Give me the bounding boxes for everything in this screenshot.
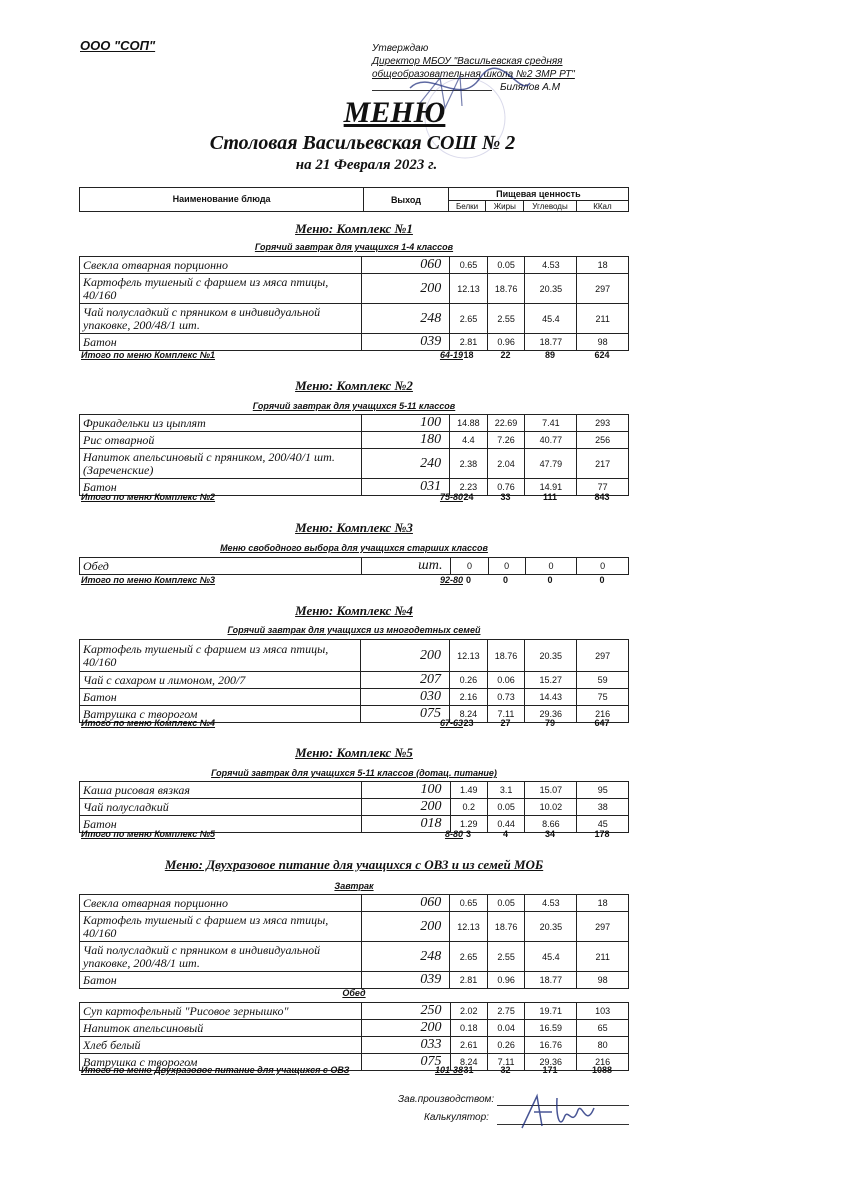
total-fat: 4 bbox=[502, 829, 508, 839]
dish-row bbox=[80, 334, 629, 351]
dish-output: 200 bbox=[361, 274, 449, 304]
dish-kcal: 216 bbox=[577, 706, 629, 723]
dish-carbs: 14.91 bbox=[525, 479, 577, 496]
dish-row bbox=[80, 942, 629, 972]
dish-protein: 12.13 bbox=[450, 274, 488, 304]
section-group-c4: Горячий завтрак для учащихся из многодетных семей bbox=[227, 625, 481, 635]
dish-output: 200 bbox=[361, 799, 450, 816]
calculator-signature bbox=[512, 1088, 602, 1138]
total-price: 64-19 bbox=[439, 350, 463, 360]
dish-fat: 18.76 bbox=[487, 274, 525, 304]
dish-kcal: 18 bbox=[577, 895, 629, 912]
dish-carbs: 18.77 bbox=[525, 334, 577, 351]
dish-output: 031 bbox=[361, 479, 449, 496]
total-kcal: 624 bbox=[594, 350, 610, 360]
dish-protein: 8.24 bbox=[450, 706, 488, 723]
dish-row bbox=[80, 1003, 629, 1020]
dish-kcal: 297 bbox=[577, 640, 629, 672]
approval-line-4: Билялов А.М bbox=[500, 82, 561, 93]
dish-fat: 7.26 bbox=[487, 432, 525, 449]
menu-table bbox=[79, 894, 629, 989]
dish-protein: 12.13 bbox=[450, 912, 488, 942]
dish-carbs: 20.35 bbox=[525, 912, 577, 942]
dish-name: Напиток апельсиновый с пряником, 200/40/1 шт. (Зареченские) bbox=[80, 449, 362, 479]
dish-name: Чай с сахаром и лимоном, 200/7 bbox=[80, 672, 361, 689]
menu-date: на 21 Февраля 2023 г. bbox=[295, 157, 438, 173]
section-group-c2: Горячий завтрак для учащихся 5-11 классов bbox=[252, 401, 456, 411]
menu-table bbox=[79, 639, 629, 723]
dish-protein: 2.61 bbox=[450, 1037, 487, 1054]
dish-protein: 2.38 bbox=[450, 449, 488, 479]
dish-protein: 0.65 bbox=[450, 257, 488, 274]
dish-name: Рис отварной bbox=[80, 432, 362, 449]
dish-kcal: 297 bbox=[577, 274, 629, 304]
col-fat-header: Жиры bbox=[486, 201, 524, 212]
dish-output: 250 bbox=[362, 1003, 450, 1020]
dish-fat: 18.76 bbox=[487, 912, 525, 942]
organization-name: ООО "СОП" bbox=[80, 38, 156, 53]
dish-output: 200 bbox=[362, 1020, 450, 1037]
dish-output: 248 bbox=[361, 304, 449, 334]
dish-name: Ватрушка с творогом bbox=[80, 1054, 362, 1071]
dish-protein: 0.2 bbox=[450, 799, 487, 816]
dish-protein: 0.18 bbox=[450, 1020, 487, 1037]
menu-table bbox=[79, 1002, 629, 1071]
dish-fat: 0.05 bbox=[487, 895, 525, 912]
dish-output: 039 bbox=[361, 972, 449, 989]
dish-output: 248 bbox=[361, 942, 449, 972]
dish-carbs: 20.35 bbox=[525, 274, 577, 304]
section-title-c2: Меню: Комплекс №2 bbox=[295, 378, 413, 393]
dish-fat: 0.44 bbox=[487, 816, 524, 833]
dish-carbs: 40.77 bbox=[525, 432, 577, 449]
dish-name: Свекла отварная порционно bbox=[80, 257, 362, 274]
dish-output: 200 bbox=[361, 640, 450, 672]
dish-kcal: 75 bbox=[577, 689, 629, 706]
dish-name: Картофель тушеный с фаршем из мяса птицы, 40/160 bbox=[80, 274, 362, 304]
dish-carbs: 16.59 bbox=[525, 1020, 577, 1037]
col-kcal-header: ККал bbox=[576, 201, 628, 212]
dish-kcal: 98 bbox=[577, 972, 629, 989]
dish-carbs: 47.79 bbox=[525, 449, 577, 479]
section-title-c4: Меню: Комплекс №4 bbox=[295, 603, 413, 618]
dish-row bbox=[80, 1037, 629, 1054]
total-carbs: 34 bbox=[544, 829, 555, 839]
dish-protein: 14.88 bbox=[450, 415, 488, 432]
dish-output: 240 bbox=[361, 449, 449, 479]
dish-protein: 1.29 bbox=[450, 816, 487, 833]
dish-row bbox=[80, 432, 629, 449]
dish-row bbox=[80, 895, 629, 912]
dish-carbs: 10.02 bbox=[525, 799, 577, 816]
dish-kcal: 211 bbox=[577, 942, 629, 972]
dish-carbs: 4.53 bbox=[525, 257, 577, 274]
dish-fat: 0.96 bbox=[487, 334, 525, 351]
dish-row bbox=[80, 304, 629, 334]
dish-fat: 0.26 bbox=[487, 1037, 524, 1054]
menu-table bbox=[79, 414, 629, 496]
dish-name: Чай полусладкий bbox=[80, 799, 362, 816]
dish-name: Фрикадельки из цыплят bbox=[80, 415, 362, 432]
dish-row bbox=[80, 415, 629, 432]
total-protein: 24 bbox=[463, 492, 474, 502]
col-protein-header: Белки bbox=[448, 201, 486, 212]
dish-kcal: 297 bbox=[577, 912, 629, 942]
dish-name: Хлеб белый bbox=[80, 1037, 362, 1054]
dish-protein: 2.02 bbox=[450, 1003, 487, 1020]
dish-output: 207 bbox=[361, 672, 450, 689]
col-carbs-header: Углеводы bbox=[524, 201, 577, 212]
dish-kcal: 65 bbox=[577, 1020, 629, 1037]
dish-kcal: 0 bbox=[577, 558, 629, 575]
dish-row bbox=[80, 672, 629, 689]
dish-protein: 1.49 bbox=[450, 782, 487, 799]
dish-carbs: 14.43 bbox=[525, 689, 577, 706]
dish-protein: 0.26 bbox=[450, 672, 488, 689]
dish-protein: 2.81 bbox=[450, 972, 488, 989]
dish-protein: 2.81 bbox=[450, 334, 488, 351]
dish-carbs: 7.41 bbox=[525, 415, 577, 432]
dish-name: Батон bbox=[80, 689, 361, 706]
dish-fat: 2.55 bbox=[487, 942, 525, 972]
dish-kcal: 95 bbox=[577, 782, 629, 799]
dish-kcal: 77 bbox=[577, 479, 629, 496]
dish-kcal: 18 bbox=[577, 257, 629, 274]
dish-name: Батон bbox=[80, 479, 362, 496]
dish-kcal: 217 bbox=[577, 449, 629, 479]
dish-fat: 2.75 bbox=[487, 1003, 524, 1020]
dish-name: Картофель тушеный с фаршем из мяса птицы, 40/160 bbox=[80, 912, 362, 942]
calculator-label: Калькулятор: bbox=[424, 1112, 489, 1123]
dish-protein: 4.4 bbox=[450, 432, 488, 449]
dish-name: Суп картофельный "Рисовое зернышко" bbox=[80, 1003, 362, 1020]
dish-row bbox=[80, 972, 629, 989]
dish-output: 060 bbox=[361, 895, 449, 912]
dish-carbs: 20.35 bbox=[525, 640, 577, 672]
dish-name: Батон bbox=[80, 334, 362, 351]
dish-kcal: 216 bbox=[577, 1054, 629, 1071]
col-name-header: Наименование блюда bbox=[80, 188, 364, 212]
total-label: Итого по меню Комплекс №2 bbox=[81, 492, 216, 502]
dish-protein: 0.65 bbox=[450, 895, 488, 912]
menu-table bbox=[79, 557, 629, 575]
section-title-c5: Меню: Комплекс №5 bbox=[295, 745, 413, 760]
total-label: Итого по меню Двухразовое питание для учащихся с ОВЗ bbox=[81, 1065, 350, 1075]
dish-output: 033 bbox=[362, 1037, 450, 1054]
total-label: Итого по меню Комплекс №4 bbox=[81, 718, 216, 728]
dish-carbs: 19.71 bbox=[525, 1003, 577, 1020]
chef-label: Зав.производством: bbox=[398, 1094, 495, 1105]
dish-fat: 0.73 bbox=[487, 689, 525, 706]
dish-kcal: 38 bbox=[577, 799, 629, 816]
dish-carbs: 0 bbox=[525, 558, 577, 575]
dish-row bbox=[80, 799, 629, 816]
dish-protein: 2.65 bbox=[450, 942, 488, 972]
section-group-c3: Меню свободного выбора для учащихся старших классов bbox=[220, 543, 488, 553]
dish-kcal: 256 bbox=[577, 432, 629, 449]
dish-fat: 0.76 bbox=[487, 479, 525, 496]
dish-carbs: 15.27 bbox=[525, 672, 577, 689]
dish-output: 100 bbox=[361, 415, 449, 432]
total-kcal: 0 bbox=[599, 575, 605, 585]
dish-name: Напиток апельсиновый bbox=[80, 1020, 362, 1037]
dish-kcal: 103 bbox=[577, 1003, 629, 1020]
dish-carbs: 8.66 bbox=[525, 816, 577, 833]
dish-protein: 0 bbox=[451, 558, 488, 575]
total-protein: 23 bbox=[463, 718, 474, 728]
dish-name: Батон bbox=[80, 972, 362, 989]
total-protein: 3 bbox=[465, 829, 471, 839]
dish-row bbox=[80, 782, 629, 799]
total-label: Итого по меню Комплекс №1 bbox=[81, 350, 216, 360]
dish-fat: 3.1 bbox=[487, 782, 524, 799]
total-price: 75-80 bbox=[439, 492, 463, 502]
dish-protein: 12.13 bbox=[450, 640, 488, 672]
dish-carbs: 45.4 bbox=[525, 304, 577, 334]
total-fat: 0 bbox=[502, 575, 508, 585]
approval-line-3: общеобразовательная школа №2 ЗМР РТ" bbox=[372, 69, 575, 80]
dish-fat: 0.05 bbox=[487, 799, 524, 816]
dish-row bbox=[80, 558, 629, 575]
total-price: 8-80 bbox=[444, 829, 463, 839]
dish-row bbox=[80, 640, 629, 672]
dish-carbs: 18.77 bbox=[525, 972, 577, 989]
dish-row bbox=[80, 274, 629, 304]
total-protein: 0 bbox=[465, 575, 471, 585]
dish-protein: 8.24 bbox=[450, 1054, 487, 1071]
dish-fat: 2.04 bbox=[487, 449, 525, 479]
dish-row bbox=[80, 449, 629, 479]
dish-output: 060 bbox=[361, 257, 449, 274]
total-carbs: 0 bbox=[547, 575, 553, 585]
dish-carbs: 45.4 bbox=[525, 942, 577, 972]
menu-table bbox=[79, 256, 629, 351]
dish-output: 200 bbox=[361, 912, 449, 942]
col-output-header: Выход bbox=[364, 188, 448, 212]
total-protein: 18 bbox=[463, 350, 474, 360]
dish-name: Чай полусладкий с пряником в индивидуальной упаковке, 200/48/1 шт. bbox=[80, 304, 362, 334]
total-fat: 32 bbox=[500, 1065, 511, 1075]
dish-fat: 7.11 bbox=[487, 706, 525, 723]
total-fat: 27 bbox=[500, 718, 511, 728]
dish-kcal: 98 bbox=[577, 334, 629, 351]
dish-kcal: 293 bbox=[577, 415, 629, 432]
page-title: МЕНЮ bbox=[343, 96, 446, 129]
total-price: 101-38 bbox=[434, 1065, 463, 1075]
dish-fat: 7.11 bbox=[487, 1054, 524, 1071]
section-title-c3: Меню: Комплекс №3 bbox=[295, 520, 413, 535]
total-kcal: 843 bbox=[594, 492, 610, 502]
total-kcal: 647 bbox=[594, 718, 610, 728]
dish-carbs: 16.76 bbox=[525, 1037, 577, 1054]
total-price: 67-63 bbox=[439, 718, 463, 728]
dish-name: Чай полусладкий с пряником в индивидуальной упаковке, 200/48/1 шт. bbox=[80, 942, 362, 972]
dish-fat: 18.76 bbox=[487, 640, 525, 672]
dish-output: 075 bbox=[361, 706, 450, 723]
section-title-c1: Меню: Комплекс №1 bbox=[295, 221, 413, 236]
total-fat: 33 bbox=[500, 492, 511, 502]
dish-protein: 2.65 bbox=[450, 304, 488, 334]
dish-row bbox=[80, 912, 629, 942]
dish-name: Свекла отварная порционно bbox=[80, 895, 362, 912]
dish-protein: 2.23 bbox=[450, 479, 488, 496]
menu-table bbox=[79, 781, 629, 833]
section-group-c6-lunch: Обед bbox=[342, 988, 366, 998]
approval-line-1: Утверждаю bbox=[372, 43, 429, 54]
menu-header-table bbox=[79, 187, 629, 212]
dish-output: 100 bbox=[361, 782, 450, 799]
dish-name: Картофель тушеный с фаршем из мяса птицы, 40/160 bbox=[80, 640, 361, 672]
total-carbs: 171 bbox=[542, 1065, 558, 1075]
dish-carbs: 15.07 bbox=[525, 782, 577, 799]
section-group-c6-breakfast: Завтрак bbox=[334, 881, 374, 891]
total-carbs: 111 bbox=[542, 492, 558, 502]
dish-name: Обед bbox=[80, 558, 362, 575]
dish-name: Ватрушка с творогом bbox=[80, 706, 361, 723]
total-protein: 31 bbox=[463, 1065, 474, 1075]
dish-fat: 0.96 bbox=[487, 972, 525, 989]
dish-fat: 0.05 bbox=[487, 257, 525, 274]
dish-output: 018 bbox=[361, 816, 450, 833]
dish-output: 075 bbox=[362, 1054, 450, 1071]
dish-fat: 2.55 bbox=[487, 304, 525, 334]
dish-output: шт. bbox=[362, 558, 451, 575]
dish-row bbox=[80, 1020, 629, 1037]
dish-fat: 22.69 bbox=[487, 415, 525, 432]
dish-kcal: 59 bbox=[577, 672, 629, 689]
total-carbs: 89 bbox=[544, 350, 555, 360]
dish-carbs: 29.36 bbox=[525, 1054, 577, 1071]
dish-carbs: 29.36 bbox=[525, 706, 577, 723]
dish-output: 030 bbox=[361, 689, 450, 706]
total-label: Итого по меню Комплекс №5 bbox=[81, 829, 216, 839]
dish-name: Каша рисовая вязкая bbox=[80, 782, 362, 799]
total-kcal: 1088 bbox=[591, 1065, 613, 1075]
dish-kcal: 45 bbox=[577, 816, 629, 833]
dish-row bbox=[80, 689, 629, 706]
total-label: Итого по меню Комплекс №3 bbox=[81, 575, 216, 585]
page-subtitle: Столовая Васильевская СОШ № 2 bbox=[209, 132, 516, 154]
dish-output: 180 bbox=[361, 432, 449, 449]
total-price: 92-80 bbox=[439, 575, 463, 585]
total-carbs: 79 bbox=[544, 718, 555, 728]
total-kcal: 178 bbox=[594, 829, 610, 839]
dish-kcal: 211 bbox=[577, 304, 629, 334]
dish-name: Батон bbox=[80, 816, 362, 833]
col-nutrition-header: Пищевая ценность bbox=[448, 188, 628, 201]
dish-carbs: 4.53 bbox=[525, 895, 577, 912]
approval-line-2: Директор МБОУ "Васильевская средняя bbox=[372, 56, 563, 67]
section-group-c1: Горячий завтрак для учащихся 1-4 классов bbox=[254, 242, 454, 252]
dish-fat: 0 bbox=[488, 558, 525, 575]
dish-fat: 0.06 bbox=[487, 672, 525, 689]
section-group-c5: Горячий завтрак для учащихся 5-11 классов (дотац. питание) bbox=[211, 768, 497, 778]
dish-output: 039 bbox=[361, 334, 449, 351]
total-fat: 22 bbox=[500, 350, 511, 360]
dish-row bbox=[80, 257, 629, 274]
dish-protein: 2.16 bbox=[450, 689, 488, 706]
section-title-c6: Меню: Двухразовое питание для учащихся с ОВЗ и из семей МОБ bbox=[164, 857, 544, 872]
dish-fat: 0.04 bbox=[487, 1020, 524, 1037]
dish-kcal: 80 bbox=[577, 1037, 629, 1054]
